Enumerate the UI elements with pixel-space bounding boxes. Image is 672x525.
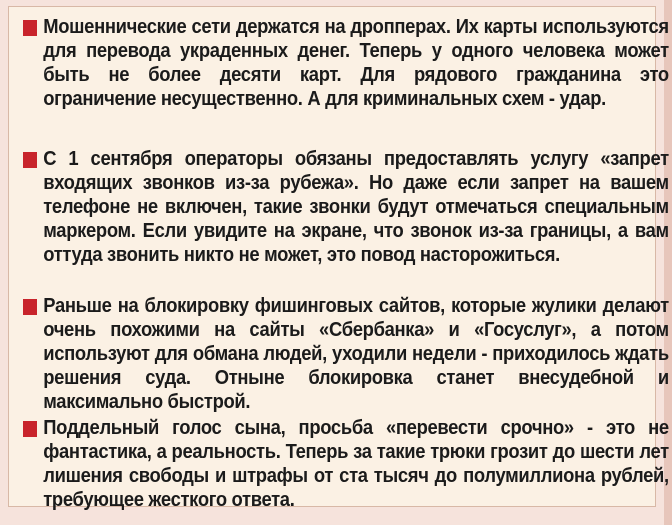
article-card bbox=[8, 6, 669, 511]
item-text: Мошеннические сети держатся на дропперах. Их карты используются для перевода украденных денег. Теперь у одного человека может быть не более десяти карт. Для рядового гражданина это ограничение несущественно. А для криминальных схем - удар. bbox=[43, 16, 669, 110]
item-text: Раньше на блокировку фишинговых сайтов, которые жулики делают очень похожими на сайты «Сбербанка» и «Госуслуг», а потом используют для обмана людей, уходили недели - приходилось ждать решения суда. Отныне блокировка станет внесудебной и максимально быстрой. bbox=[43, 295, 669, 413]
item-text: Поддельный голос сына, просьба «перевести срочно» - это не фантастика, а реальность. Теперь за такие трюки грозит до шести лет лишения свободы и штрафы от ста тысяч до полумиллиона рублей, требующее жесткого ответа. bbox=[43, 417, 669, 511]
list-item bbox=[23, 294, 669, 414]
list-item bbox=[23, 416, 669, 512]
item-text: С 1 сентября операторы обязаны предоставлять услугу «запрет входящих звонков из-за рубежа». Но даже если запрет на вашем телефоне не включен, такие звонки будут отмечаться специальным маркером. Если увидите на экране, что звонок из-за границы, а вам оттуда звонить никто не может, это повод насторожиться. bbox=[43, 148, 669, 266]
list-item bbox=[23, 15, 669, 111]
list-item bbox=[23, 147, 669, 267]
